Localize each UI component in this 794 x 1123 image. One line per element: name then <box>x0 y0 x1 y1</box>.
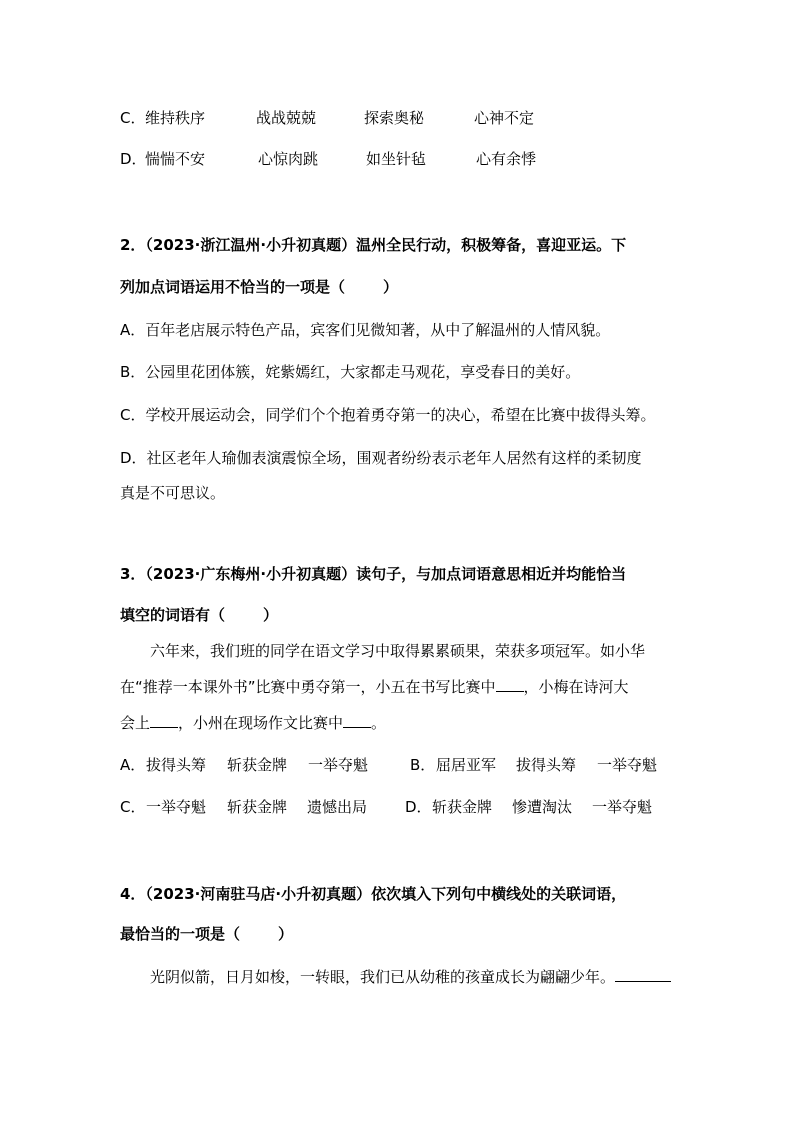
q3-paragraph-line-3 <box>120 713 386 733</box>
q2-option-b: B．公园里花团体簇，姹紫嫣红，大家都走马观花，享受春日的美好。 <box>120 363 581 381</box>
q3-option-b-letter: B． <box>410 756 436 774</box>
q3-option-c-word-2: 斩获金牌 <box>227 798 288 816</box>
q2-heading-close: ） <box>383 278 399 296</box>
q3-option-a-word-2: 斩获金牌 <box>227 756 288 774</box>
q1-option-d-word-1: 惴惴不安 <box>145 150 206 168</box>
q4-heading-line-2 <box>120 924 293 944</box>
q2-option-d-line-1: D．社区老年人瑜伽表演震惊全场，围观者纷纷表示老年人居然有这样的柔韧度 <box>120 449 642 467</box>
q2-option-c: C．学校开展运动会，同学们个个抱着勇夺第一的决心，希望在比赛中拔得头筹。 <box>120 406 656 424</box>
q3-option-d-letter: D． <box>405 798 432 816</box>
q2-option-a: A．百年老店展示特色产品，宾客们见微知著，从中了解温州的人情风貌。 <box>120 321 611 339</box>
q3-paragraph-line-1: 六年来，我们班的同学在语文学习中取得累累硕果，荣获多项冠军。如小华 <box>150 642 646 660</box>
q3-paragraph-line-2-text-b: ，小梅在诗河大 <box>523 678 629 696</box>
q1-option-c-letter: C． <box>120 109 146 127</box>
q3-heading-line-2 <box>120 605 278 625</box>
q1-option-d-word-3: 如坐针毡 <box>366 150 427 168</box>
q1-option-c-word-4: 心神不定 <box>474 109 535 127</box>
q3-heading-close: ） <box>263 606 279 624</box>
q2-heading-text: 列加点词语运用不恰当的一项是（ <box>120 278 346 296</box>
q2-option-d-line-2: 真是不可思议。 <box>120 484 226 502</box>
q3-option-a-letter: A． <box>120 756 146 774</box>
q3-fill-blank-2 <box>150 713 178 728</box>
q4-paragraph-line-1 <box>150 967 671 987</box>
q3-option-a-word-3: 一举夺魁 <box>308 756 369 774</box>
q3-option-c-word-3: 遗憾出局 <box>307 798 368 816</box>
q4-fill-blank-1 <box>615 967 671 982</box>
q4-heading-line-1: 4．（2023·河南驻马店·小升初真题）依次填入下列句中横线处的关联词语， <box>120 885 627 903</box>
q3-option-b-word-1: 屈居亚军 <box>436 756 497 774</box>
q3-option-d-word-1: 斩获金牌 <box>432 798 493 816</box>
q2-heading-line-1: 2．（2023·浙江温州·小升初真题）温州全民行动，积极筹备，喜迎亚运。下 <box>120 236 627 254</box>
q1-option-c-word-2: 战战兢兢 <box>256 109 317 127</box>
q3-option-d-word-2: 惨遭淘汰 <box>512 798 573 816</box>
q3-option-c-word-1: 一举夺魁 <box>146 798 207 816</box>
q4-heading-text: 最恰当的一项是（ <box>120 925 241 943</box>
q3-paragraph-line-3-text-c: 。 <box>371 714 387 732</box>
q4-heading-close: ） <box>278 925 294 943</box>
q3-option-b-word-3: 一举夺魁 <box>597 756 658 774</box>
q3-option-d-word-3: 一举夺魁 <box>592 798 653 816</box>
q1-option-c-word-1: 维持秩序 <box>145 109 206 127</box>
q4-paragraph-text: 光阴似箭，日月如梭，一转眼，我们已从幼稚的孩童成长为翩翩少年。 <box>150 968 616 986</box>
q1-option-d-word-2: 心惊肉跳 <box>258 150 319 168</box>
q3-heading-line-1: 3．（2023·广东梅州·小升初真题）读句子，与加点词语意思相近并均能恰当 <box>120 565 627 583</box>
q3-paragraph-line-3-text-a: 会上 <box>120 714 151 732</box>
q1-option-d-word-4: 心有余悸 <box>476 150 537 168</box>
q3-option-a-word-1: 拔得头筹 <box>146 756 207 774</box>
q1-option-c-word-3: 探索奥秘 <box>364 109 425 127</box>
q3-paragraph-line-2 <box>120 677 629 697</box>
q1-option-d-letter: D． <box>120 150 147 168</box>
q3-paragraph-line-3-text-b: ，小州在现场作文比赛中 <box>178 714 344 732</box>
q3-option-c-letter: C． <box>120 798 146 816</box>
q3-option-b-word-2: 拔得头筹 <box>516 756 577 774</box>
q2-heading-line-2 <box>120 277 398 297</box>
q3-fill-blank-1 <box>496 677 524 692</box>
q3-paragraph-line-2-text-a: 在“推荐一本课外书”比赛中勇夺第一，小五在书写比赛中 <box>120 678 496 696</box>
q3-fill-blank-3 <box>343 713 371 728</box>
q3-heading-text: 填空的词语有（ <box>120 606 226 624</box>
